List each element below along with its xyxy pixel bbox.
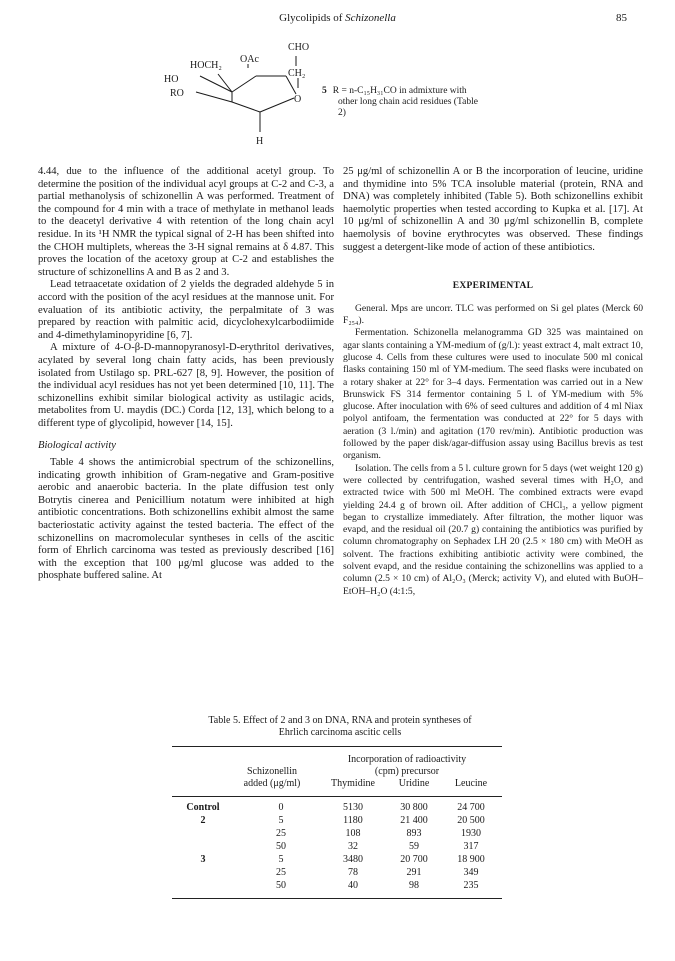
table-row: [172, 867, 502, 880]
cell-thymidine: 3480: [343, 854, 363, 865]
table-caption: [150, 715, 530, 739]
cell-uridine: 893: [406, 828, 422, 839]
cell-leucine: 24 700: [457, 802, 485, 813]
cell-thymidine: 1180: [343, 815, 363, 826]
compound-5-note: [322, 86, 562, 119]
compound-note-line-1: R = n-C₁₅H₃₁CO in admixture with: [332, 86, 467, 96]
header-uridine: Uridine: [398, 778, 430, 789]
table-header-rule: [172, 796, 502, 797]
label-oac: OAc: [240, 54, 259, 65]
label-h: H: [256, 136, 264, 147]
running-title-genus: Schizonella: [345, 12, 396, 24]
header-group-line-1: Incorporation of radioactivity: [347, 754, 467, 765]
paragraph-lead-tetraacetate: Lead tetraacetate oxidation of 2 yields the degraded aldehyde 5 in accord with the position of the acyl residues at the mannose unit. For evaluation of its antibiotic activity, the perpalmitate of 3 was prepared by reaction with palmitic acid, dicyclohexylcarbodiimide and 4-dimethylaminopyridine [6, 7].: [38, 279, 334, 341]
label-ring-oxygen: O: [294, 94, 302, 105]
header-thymidine: Thymidine: [331, 778, 375, 789]
page-number: 85: [616, 12, 627, 24]
paragraph-ustilago: A mixture of 4-O-β-D-mannopyranosyl-D-erythritol derivatives, acylated by several long chain fatty acids, has been previously isolated from Ustilago sp. PRL-627 [8, 9]. However, the position of the individual acyl residues has not yet been determined [10, 11]. The schizonellins exhibit similar biological activity as ustilagic acids, metabolites from U. maydis (DC.) Corda [12, 13], which belong to a different type of glycolipid, however [14, 15].: [38, 342, 334, 429]
paragraph-antimicrobial: Table 4 shows the antimicrobial spectrum of the schizonellins, indicating growth inhibition of Gram-negative and Gram-positive aerobic and anaerobic bacteria. In the plate diffusion test only Botrytis cinerea and Penicillium notatum were inhibited at high antibiotic concentrations. Both schizonellins exhibit almost the same bacteriostatic activity against the tested bacteria. The effect of the schizonellins on macromolecular syntheses in cells of the ascitic form of Ehrlich carcinoma was tested as previously described [16] with the exception that 100 μg/ml glucose was added to the phosphate buffered saline. At: [38, 457, 334, 582]
row-label: Control: [186, 802, 220, 813]
label-hoch2: HOCH₂: [190, 60, 222, 71]
cell-uridine: 291: [406, 867, 422, 878]
row-label: 3: [200, 854, 206, 865]
header-leucine: Leucine: [454, 778, 488, 789]
table-row: [172, 815, 502, 828]
left-column: [38, 166, 334, 583]
table-caption-line-2: Ehrlich carcinoma ascitic cells: [278, 727, 402, 738]
paragraph-fermentation: Fermentation. Schizonella melanogramma GD 325 was maintained on agar slants containing a YM-medium of (g/l.): yeast extract 4, malt extract 10, glucose 4. Cells from these cultures were used to inoculate 500 ml conical flasks containing 150 ml of YM-medium. The seed flasks were incubated on a rotary shaker at 22° for 3–4 days. Fermentation was carried out in a New Brunswick FS 314 fermentor containing 5 l. of YM-medium with 5% glucose. After inoculation with 6% of seed cultures and addition of 4 ml Niax polyol antifoam, the fermentation was conducted at 22° for 5 days with aeration (3 l./min) and agitation (170 rev/min). Antibiotic production was followed by the paper disk/agar-diffusion assay using Bacillus brevis as test organism.: [343, 327, 643, 462]
label-ro: RO: [170, 88, 184, 99]
cell-dose: 5: [278, 815, 284, 826]
cell-dose: 0: [278, 802, 284, 813]
cell-dose: 25: [276, 867, 286, 878]
journal-running-title: [0, 12, 675, 24]
header-dose-line-2: added (μg/ml): [243, 778, 301, 789]
cell-dose: 5: [278, 854, 284, 865]
running-title-prefix: Glycolipids of: [279, 12, 343, 24]
cell-uridine: 30 800: [400, 802, 428, 813]
paragraph-isolation: Isolation. The cells from a 5 l. culture grown for 5 days (wet weight 120 g) were collected by centrifugation, washed several times with H₂O, and extracted twice with 500 ml MeOH. The combined extracts were evapd yielding 24.4 g of brown oil. After addition of CHCl₃, a yellow pigment began to crystallize immediately. After filtration, the mother liquor was evapd, and the residual oil (20.7 g) containing the antibiotics was purified by column chromatography on Sephadex LH 20 (2.5 × 180 cm) with MeOH as solvent. The fractions exhibiting antibiotic activity were combined, the solvent evapd, and the residue containing the schizonellins was applied to a column (2.5 × 10 cm) of Al₂O₃ (Merck; activity V), and eluted with BuOH–EtOH–H₂O (4:1:5,: [343, 462, 643, 597]
cell-dose: 50: [276, 880, 286, 891]
label-cho: CHO: [288, 42, 310, 53]
table-row: [172, 880, 502, 893]
header-group-line-2: (cpm) precursor: [374, 766, 440, 777]
compound-number: 5: [322, 86, 327, 96]
cell-uridine: 21 400: [400, 815, 428, 826]
cell-uridine: 98: [409, 880, 419, 891]
label-ch2: CH₂: [288, 68, 306, 79]
running-header: [0, 12, 675, 28]
right-column: [343, 166, 643, 598]
label-ho: HO: [164, 74, 179, 85]
table-row: [172, 802, 502, 815]
compound-note-line-3: 2): [338, 108, 346, 118]
table-row: [172, 841, 502, 854]
row-label: 2: [200, 815, 206, 826]
table-row: [172, 854, 502, 867]
cell-thymidine: 32: [348, 841, 358, 852]
cell-uridine: 59: [409, 841, 419, 852]
paragraph-general: General. Mps are uncorr. TLC was performed on Si gel plates (Merck 60 F₂₅₄).: [343, 302, 643, 327]
subheading-biological-activity: Biological activity: [38, 440, 116, 452]
cell-uridine: 20 700: [400, 854, 428, 865]
cell-thymidine: 78: [348, 867, 358, 878]
header-dose-line-1: Schizonellin: [247, 766, 297, 777]
table-bottom-rule: [172, 898, 502, 899]
cell-leucine: 1930: [461, 828, 481, 839]
cell-thymidine: 40: [348, 880, 358, 891]
paragraph-incorporation: 25 μg/ml of schizonellin A or B the incorporation of leucine, uridine and thymidine into 5% TCA insoluble material (protein, RNA and DNA) was completely inhibited (Table 5). Both schizonellins exhibit haemolytic properties when tested according to Kupka et al. [17]. At 10 μg/ml of schizonellin A and 30 μg/ml schizonellin B, complete haemolysis of bovine erythrocytes was observed. These findings suggest a detergent-like mode of action of these antibiotics.: [343, 166, 643, 253]
table-caption-line-1: Table 5. Effect of 2 and 3 on DNA, RNA and protein syntheses of: [208, 715, 472, 726]
paragraph-acyl-position: 4.44, due to the influence of the additional acetyl group. To determine the position of the individual acyl groups at C-2 and C-3, a partial methanolysis of schizonellin A was performed. Treatment of the compound for 4 min with a trace of methylate in methanol leads to the deacetyl derivative 4 with retention of the long chain acyl residue. In its ¹H NMR the typical signal of 2-H has been shifted into the CHOH multiplets, whereas the 3-H signal remains at δ 4.87. This proves the location of the acetoxy group at C-2 and establishes the structure of schizonellins A and B as 2 and 3.: [38, 166, 334, 278]
cell-leucine: 20 500: [457, 815, 485, 826]
cell-leucine: 349: [463, 867, 479, 878]
cell-thymidine: 108: [345, 828, 361, 839]
cell-dose: 25: [276, 828, 286, 839]
cell-leucine: 235: [463, 880, 479, 891]
section-title-experimental: EXPERIMENTAL: [452, 281, 534, 292]
table-row: [172, 828, 502, 841]
table-top-rule: [172, 746, 502, 747]
cell-dose: 50: [276, 841, 286, 852]
cell-leucine: 317: [463, 841, 479, 852]
compound-note-line-2: other long chain acid residues (Table: [338, 97, 478, 107]
cell-thymidine: 5130: [343, 802, 363, 813]
cell-leucine: 18 900: [457, 854, 485, 865]
